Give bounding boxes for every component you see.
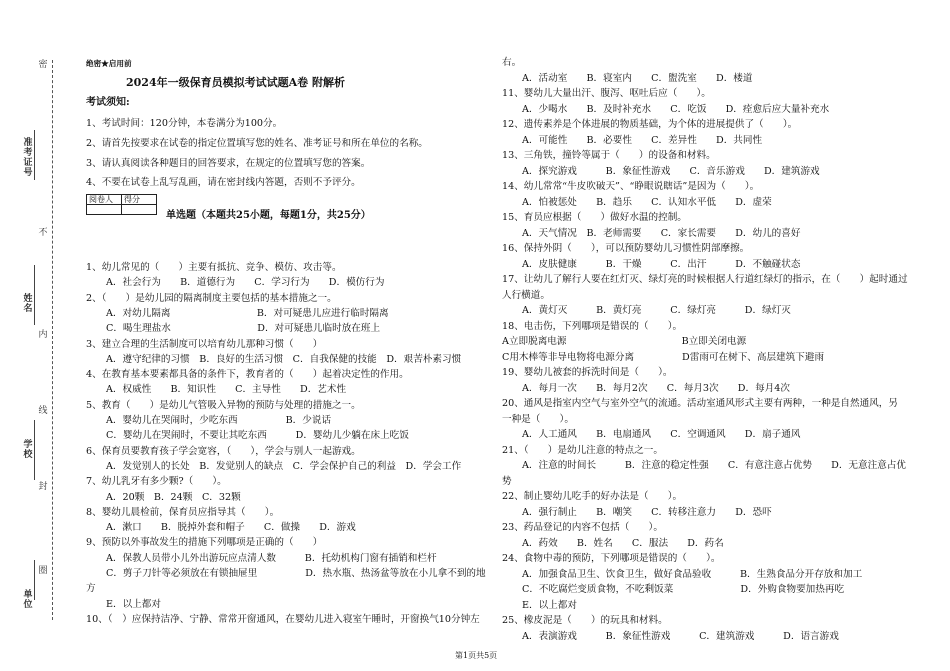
question-line: A．发觉别人的长处 B．发觉别人的缺点 C．学会保护自己的利益 D．学会工作: [106, 460, 462, 472]
question-line: A．天气情况 B．老师需要 C．家长需要 D．幼儿的喜好: [522, 227, 801, 239]
question-line: 人行横道。: [502, 289, 550, 301]
question-line: 3、建立合理的生活制度可以培育幼儿那种习惯（ ）: [86, 338, 323, 350]
question-line: 7、幼儿乳牙有多少颗?（ ）。: [86, 476, 227, 488]
question-line: A．权威性 B．知识性 C．主导性 D．艺术性: [106, 384, 347, 396]
question-line: A．加强食品卫生、饮食卫生，做好食品验收 B．生熟食品分开存放和加工: [522, 568, 863, 580]
question-line: 势: [502, 475, 512, 487]
question-line: A．20颗 B．24颗 C．32颗: [106, 491, 241, 503]
score-table-grader: 阅卷人: [87, 195, 122, 205]
notice-item: 3、请认真阅读各种题目的回答要求，在规定的位置填写您的答案。: [86, 158, 371, 169]
secret-mark: 绝密★启用前: [86, 59, 132, 68]
question-line: 11、婴幼儿大量出汗、腹泻、呕吐后应（ ）。: [502, 88, 711, 99]
score-table-grader-cell[interactable]: [87, 205, 122, 215]
question-line: 21、（ ）是幼儿注意的特点之一。: [502, 444, 663, 456]
question-line: E．以上都对: [106, 598, 161, 610]
question-line: A．皮肤健康 B．干燥 C．出汗 D．不触碰状态: [522, 258, 801, 270]
question-line: A．每月一次 B．每月2次 C．每月3次 D．每月4次: [522, 382, 790, 394]
question-line: 5、教育（ ）是幼儿气管吸入异物的预防与处理的措施之一。: [86, 399, 361, 411]
question-line: 23、药品登记的内容不包括（ ）。: [502, 522, 663, 533]
question-line: 方: [86, 583, 96, 595]
question-line: 14、幼儿常常“牛皮吹破天”、“睁眼说瞎话”是因为（ ）。: [502, 181, 760, 192]
question-line: C．婴幼儿在哭闹时，不要让其吃东西 D．婴幼儿少躺在床上吃饭: [106, 430, 409, 442]
question-line: A．漱口 B．脱掉外套和帽子 C．做操 D．游戏: [106, 522, 356, 534]
question-line: 25、橡皮泥是（ ）的玩具和材料。: [502, 615, 668, 626]
question-line: A．表演游戏 B．象征性游戏 C．建筑游戏 D．语言游戏: [522, 630, 839, 642]
binding-char: 圈: [38, 566, 48, 576]
page-footer: 第1页共5页: [455, 651, 498, 660]
question-line: A．黄灯灭 B．黄灯亮 C．绿灯亮 D．绿灯灭: [522, 305, 791, 316]
name-label: 姓名: [23, 294, 33, 314]
section-title: 单选题（本题共25小题，每题1分，共25分）: [166, 210, 371, 221]
question-line: A．保教人员带小儿外出游玩应点清人数 B．托幼机构门窗有插销和栏杆: [106, 552, 437, 564]
question-line: A．社会行为 B．道德行为 C．学习行为 D．模仿行为: [106, 277, 385, 289]
question-line: 15、育员应根据（ ）做好水温的控制。: [502, 212, 687, 223]
exam-number-line: [34, 130, 35, 180]
question-line: 1、幼儿常见的（ ）主要有抵抗、竞争、模仿、攻击等。: [86, 262, 342, 273]
question-line: A．药效 B．姓名 C．服法 D．药名: [522, 537, 724, 549]
question-line: 12、遗传素养是个体进展的物质基础，为个体的进展提供了（ ）。: [502, 119, 798, 130]
binding-char: 密: [38, 60, 48, 70]
question-line: C．喝生理盐水 D．对可疑患儿临时放在班上: [106, 323, 381, 335]
binding-char: 不: [38, 228, 48, 238]
question-line: 20、通风是指室内空气与室外空气的流通。活动室通风形式主要有两种，一种是自然通风，另: [502, 398, 898, 409]
question-line: A．对幼儿隔离 B．对可疑患儿应进行临时隔离: [106, 307, 389, 319]
seal-dashed-line: [52, 60, 53, 620]
question-line: 2、（ ）是幼儿园的隔离制度主要包括的基本措施之一。: [86, 292, 337, 304]
question-line: C．不吃腐烂变质食物，不吃剩饭菜 D．外购食物要加热再吃: [522, 584, 845, 595]
question-line: A．怕被惩处 B．趋乐 C．认知水平低 D．虚荣: [522, 196, 772, 208]
exam-number-label: 准考证号: [23, 138, 33, 178]
question-line: 24、食物中毒的预防，下列哪项是错误的（ ）。: [502, 553, 721, 564]
question-line: 9、预防以外事故发生的措施下列哪项是正确的（ ）: [86, 537, 323, 549]
question-line: A立即脱离电源 B立即关闭电源: [502, 336, 747, 347]
question-line: 6、保育员要教育孩子学会宽容，（ ），学会与别人一起游戏。: [86, 445, 361, 457]
binding-char: 封: [38, 482, 48, 492]
notice-item: 1、考试时间：120分钟，本卷满分为100分。: [86, 118, 283, 129]
question-line: A．少喝水 B．及时补充水 C．吃饭 D．痊愈后应大量补充水: [522, 103, 830, 115]
question-line: A．人工通风 B．电扇通风 C．空调通风 D．扇子通风: [522, 429, 801, 440]
question-line: 18、电击伤，下列哪项是错误的（ ）。: [502, 320, 683, 332]
binding-char: 线: [38, 406, 48, 416]
question-line: 16、保持外阴（ ），可以预防婴幼儿习惯性阴部摩擦。: [502, 243, 750, 254]
page-title: 2024年一级保育员模拟考试试题A卷 附解析: [126, 76, 345, 89]
question-line: 13、三角铁，撞铃等属于（ ）的设备和材料。: [502, 150, 716, 161]
question-line: 8、婴幼儿晨检前，保育员应指导其（ ）。: [86, 506, 280, 518]
school-line: [34, 420, 35, 480]
school-label: 学校: [23, 440, 33, 460]
binding-char: 内: [38, 330, 48, 340]
score-table-score: 得分: [122, 195, 157, 205]
name-line: [34, 265, 35, 325]
question-line: A．强行制止 B．嘲笑 C．转移注意力 D．恐吓: [522, 506, 772, 518]
question-line: A．探究游戏 B．象征性游戏 C．音乐游戏 D．建筑游戏: [522, 165, 820, 177]
question-line: E．以上都对: [522, 599, 577, 611]
notice-item: 4、不要在试卷上乱写乱画，请在密封线内答题，否则不予评分。: [86, 177, 361, 188]
question-line: 22、制止婴幼儿吃手的好办法是（ ）。: [502, 491, 683, 502]
question-line: 19、婴幼儿被套的拆洗时间是（ ）。: [502, 367, 673, 378]
question-line: C．剪子刀针等必须放在有锁抽屉里 D．热水瓶、热汤盆等放在小儿拿不到的地: [106, 568, 486, 579]
question-line: 17、让幼儿了解行人要在红灯灭、绿灯亮的时候根据人行道红绿灯的指示，在（ ）起时通过: [502, 274, 908, 285]
question-line: A．活动室 B．寝室内 C．盥洗室 D．楼道: [522, 72, 753, 84]
notice-heading: 考试须知:: [86, 97, 130, 108]
question-line: 4、在教育基本要素都具备的条件下，教育者的（ ）起着决定性的作用。: [86, 369, 409, 381]
unit-label: 单位: [23, 590, 33, 610]
unit-line: [34, 560, 35, 600]
question-line: 一种是（ ）。: [502, 413, 574, 425]
question-line: A．遵守纪律的习惯 B．良好的生活习惯 C．自我保健的技能 D．艰苦朴素习惯: [106, 353, 462, 365]
question-line: A．注意的时间长 B．注意的稳定性强 C．有意注意占优势 D．无意注意占优: [522, 460, 906, 471]
question-line: A．婴幼儿在哭闹时，少吃东西 B．少说话: [106, 415, 332, 426]
score-table: [86, 194, 157, 215]
score-table-score-cell[interactable]: [122, 205, 157, 215]
question-line: A．可能性 B．必要性 C．差异性 D．共同性: [522, 134, 763, 146]
question-line: 右。: [502, 57, 522, 68]
question-line: 10、（ ）应保持洁净、宁静、常常开窗通风，在婴幼儿进入寝室午睡时，开窗换气10分钟左: [86, 613, 480, 625]
question-line: C用木棒等非导电物将电源分离 D雷雨可在树下、高层建筑下避雨: [502, 351, 825, 363]
notice-item: 2、请首先按要求在试卷的指定位置填写您的姓名、准考证号和所在单位的名称。: [86, 138, 428, 149]
